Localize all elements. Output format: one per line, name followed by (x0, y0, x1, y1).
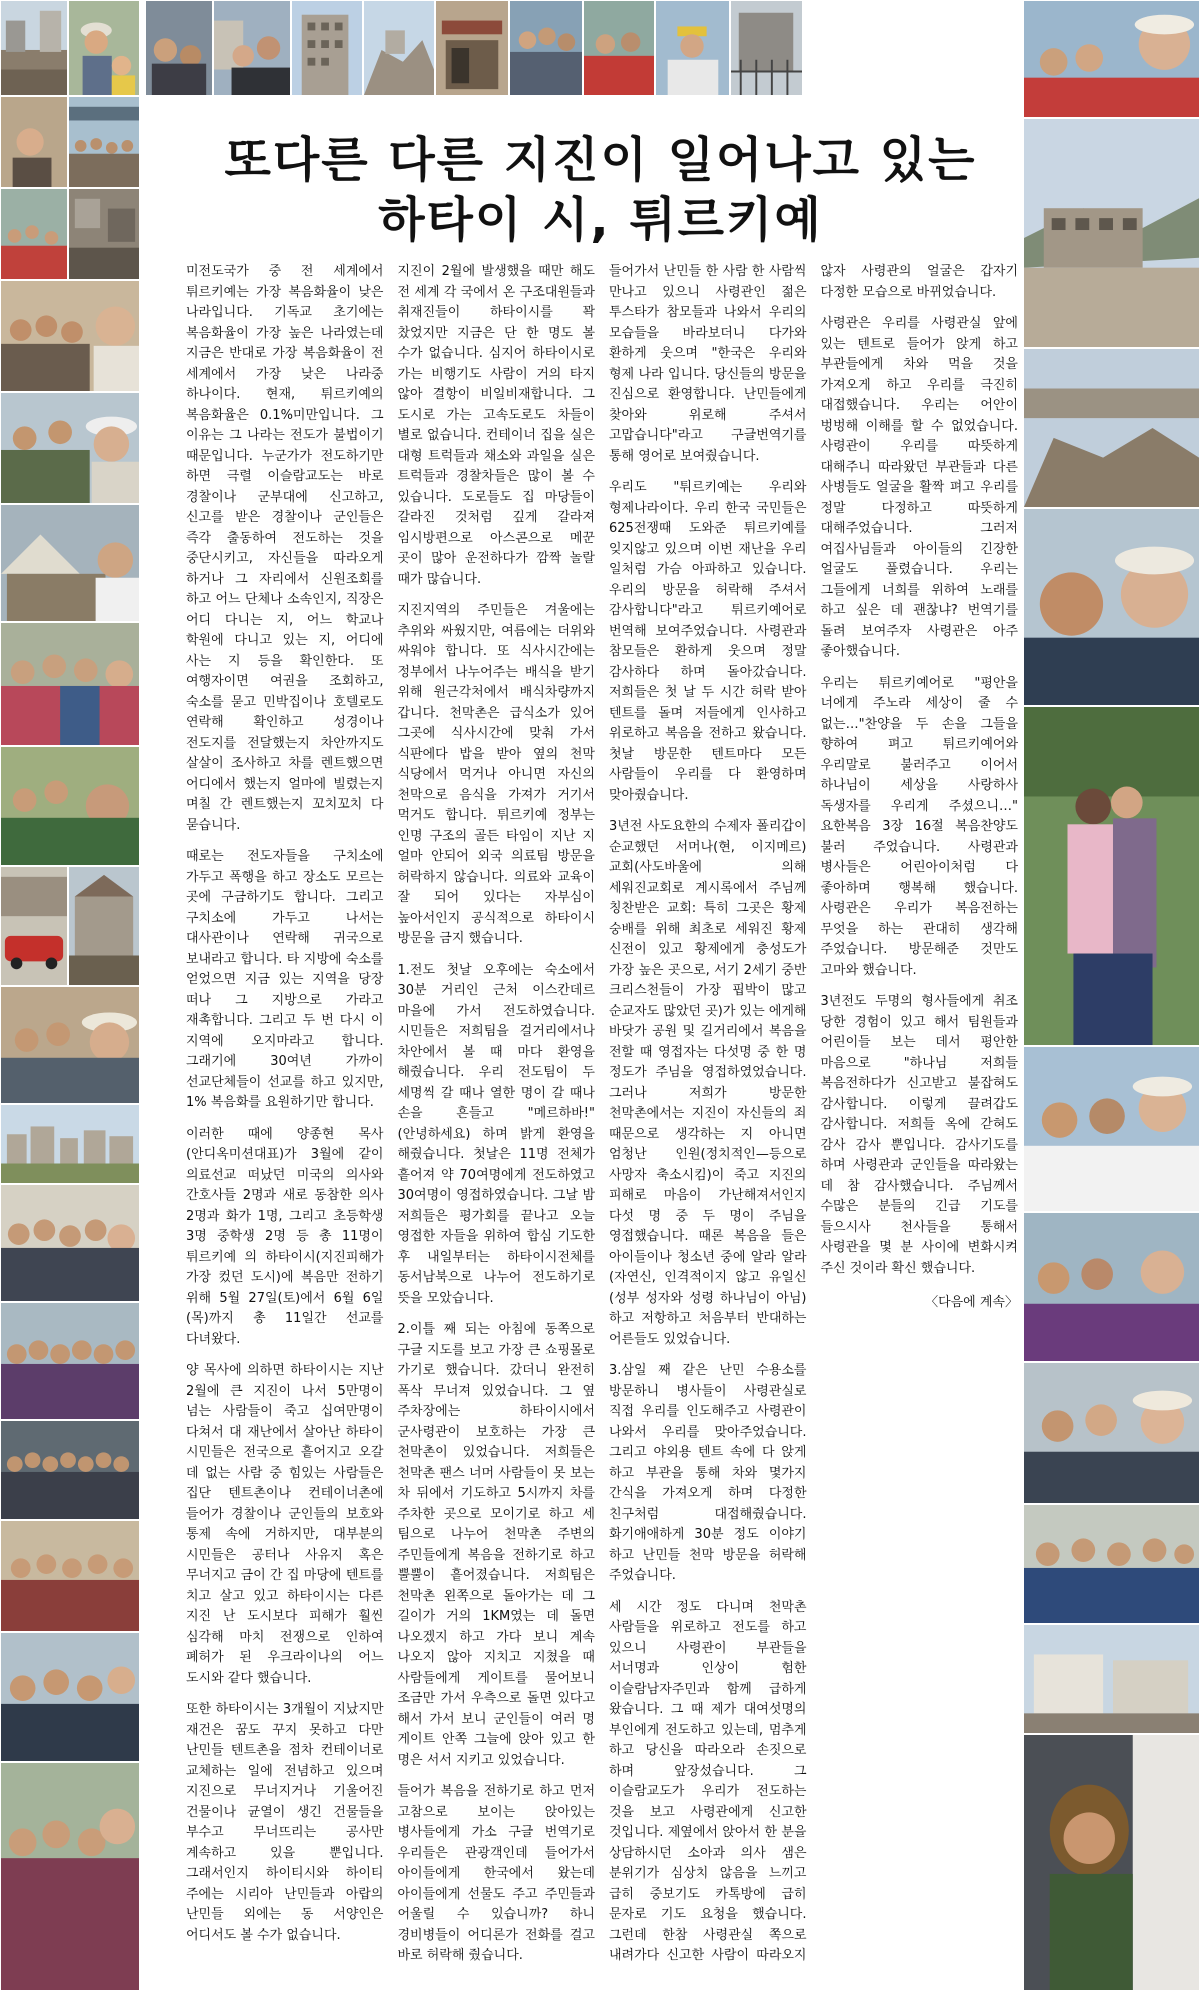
photo-ruins-aerial (68, 188, 140, 280)
photo-old-man-selfie (0, 746, 140, 866)
article-paragraph: 2.이틀 째 되는 아침에 동쪽으로 구글 지도를 보고 가장 큰 쇼핑몰로 가기로 했습니다. 갔더니 완전히 폭삭 무너져 있었습니다. 그 옆 주차장에는 하타이시에서 군사령관이 보호하는 가장 큰 천막촌이 있었습니다. 저희들은 천막촌 팬스 너머 사람들이 못 보는 차 뒤에서 기도하고 5시까지 차를 주차한 곳으로 모이기로 하고 세 팀으로 나누어 천막촌 주변의 주민들에게 복음을 전하기로 하고 뿔뿔이 흩어졌습니다. 저희팀은 천막촌 왼쪽으로 돌아가는 데 그 길이가 거의 1KM였는 데 돌면 나오겠지 하고 가다 보니 계속 나오지 않아 지치고 지쳤을 때 사람들에게 게이트를 물어보니 조금만 가서 우측으로 돌면 있다고 해서 가서 보니 군인들이 여러 명 게이트 안쪽 그늘에 앉아 있고 한 명은 서서 지키고 있었습니다. (397, 1322, 595, 1768)
article-title-line2: 하타이 시, 튀르키예 (378, 192, 823, 248)
photo-red-car (0, 866, 68, 986)
photo-indoor-group (0, 1520, 140, 1632)
article-paragraph: 지진이 2월에 발생했을 때만 해도 전 세계 각 국에서 온 구조대원들과 취재진들이 하타이시를 꽉 찼었지만 지금은 단 한 명도 볼 수가 없습니다. 심지어 하타이시로 가는 비행기도 사람이 거의 타지 않아 결항이 비일비재합니다. 그 도시로 가는 고속도로도 차들이 별로 없습니다. 컨테이너 집을 실은 대형 트럭들과 채소와 과일을 실은 트럭들과 경찰차들은 많이 볼 수 있습니다. 도로들도 집 마당들이 갈라진 것처럼 깊게 갈라져 임시방편으로 아스콘으로 메꾼 곳이 많아 운전하다가 깜짝 놀랄 때가 많습니다. (397, 264, 595, 587)
article-paragraph: 미전도국가 중 전 세계에서 튀르키예는 가장 복음화율이 낮은 나라입니다. 기독교 초기에는 복음화율이 가장 높은 나라였는데 지금은 반대로 가장 복음화율이 전 세계에서 가장 낮은 나라중 하나이다. 현재, 튀르키예의 복음화율은 0.1%미만입니다. 그 이유는 그 나라는 전도가 불법이기 때문입니다. 누군가가 전도하기만 하면 극렬 이슬람교도는 바로 경찰이나 군부대에 신고하고, 신고를 받은 경찰이나 군인들은 즉각 출동하여 전도하는 것을 중단시키고, 자신들을 따라오게 하거나 그 자리에서 신원조회를 하고 어느 단체나 소속인지, 직장은 어디 다니는 지, 어느 학교나 학원에 다니고 있는 지, 어디에 사는 지 등을 확인한다. 또 여행자이면 여권을 조회하고, 숙소를 묻고 민박집이나 호텔로도 연락해 확인하고 성경이나 전도지를 전달했는지 차안까지도 살살이 조사하고 차를 렌트했으면 어디에서 했는지 얼마에 빌렸는지 며칠 간 렌트했는지 꼬치꼬치 다 묻습니다. (186, 264, 384, 833)
article-paragraph: 3.삼일 째 같은 난민 수용소를 방문하니 병사들이 사령관실로 직접 우리를 인도해주고 사령관이 나와서 우리를 맞아주었습니다. 그리고 야외용 텐트 속에 다 앉게 하고 부관을 통해 차와 몇가지 간식을 가져오게 하며 다정한 친구처럼 대접해줬습니다. 화기애애하게 30분 정도 이야기 하고 난민들 천막 방문을 허락해 주었습니다. (609, 1363, 807, 1583)
photo-rubble-street (0, 0, 68, 96)
photo-market-street (0, 96, 68, 188)
photo-kids-posing (1023, 1504, 1200, 1624)
photo-family-group (0, 1184, 140, 1302)
photo-selfie-three (1023, 1046, 1200, 1212)
photo-crowd-street (68, 96, 140, 188)
photo-container-camp (1023, 1624, 1200, 1734)
article-paragraph: 1.전도 첫날 오후에는 숙소에서 30분 거리인 근처 이스칸데르 마을에 가서 전도하였습니다. 시민들은 저희팀을 걸거리에서나 차안에서 볼 때 마다 환영을 해줬습니다. 우리 전도팀이 두 세명씩 갈 때나 열한 명이 갈 때나 손을 흔들고 "메르하바!"(안녕하세요) 하며 밝게 환영을 해줬습니다. 첫날은 11명 전체가 흩어져 약 70여명에게 전도하였고 30여명이 영접하였습니다. 그날 밤 저희들은 평가회를 끝나고 오늘 영접한 자들을 위하여 합심 기도한 후 내일부터는 하타이시전체를 동서남북으로 나누어 전도하기로 뜻을 모았습니다. (397, 962, 595, 1306)
photo-team-crowd (0, 1302, 140, 1420)
photo-group-selfie-1 (145, 0, 213, 96)
photo-hugging-women (1023, 706, 1200, 1046)
photo-kids-group (0, 188, 68, 280)
photo-woman-with-child (68, 0, 140, 96)
photo-damaged-house (68, 866, 140, 986)
article-title (183, 130, 1018, 250)
article-paragraph: 들어가서 난민들 한 사람 한 사람씩 만나고 있으니 사령관인 젊은 투스타가 참모들과 나와서 우리의 모습들을 바라보더니 다가와 환하게 웃으며 "한국은 우리와 형제 나라 입니다. 당신들의 방문을 진심으로 환영합니다. 난민들에게 찾아와 위로해 주셔서 고맙습니다"라고 구글번역기를 통해 영어로 보여줬습니다. (609, 264, 807, 464)
photo-young-men (213, 0, 291, 96)
photo-men-selfie (0, 1632, 140, 1762)
photo-ruins-field (1023, 348, 1200, 508)
photo-team-2 (583, 0, 655, 96)
photo-night-crowd (0, 1420, 140, 1520)
photo-team-1 (509, 0, 583, 96)
article-paragraph: 양 목사에 의하면 하타이시는 지난 2월에 큰 지진이 나서 5만명이 넘는 사람들이 죽고 십여만명이 다쳐서 대 재난에서 살아난 하타이 시민들은 전국으로 흩어지고 오갈 데 없는 사람 중 힘있는 사람들은 집단 텐트촌이나 컨테이너촌에 들어가 경찰이나 군인들의 보호와 통제 속에 거하지만, 대부분의 시민들은 공터나 사유지 혹은 무너지고 금이 간 집 마당에 텐트를 치고 살고 있고 하타이시는 다른 지진 난 도시보다 피해가 훨씬 심각해 마치 전쟁으로 인하여 폐허가 된 우크라이나의 어느 도시와 같다 했습니다. (186, 1363, 384, 1686)
article-paragraph: 이러한 때에 양종현 목사(안디옥미션대표)가 3월에 같이 의료선교 떠났던 미국의 의사와 간호사들 2명과 새로 동참한 의사 2명과 화가 1명, 그리고 초등학생 3명 중학생 2명 등 총 11명이 튀르키예 의 하타이시(지진피해가 가장 컸던 도시)에 복음만 전하기 위해 5월 27일(토)에서 6월 6일(목)까지 총 11일간 선교를 다녀왔다. (186, 1126, 384, 1347)
photo-damaged-building-1 (291, 0, 363, 96)
article-paragraph: 들어가 복음을 전하기로 하고 먼저 고참으로 보이는 앉아있는 병사들에게 가소 구글 번역기로 우리들은 관광객인데 들어가서 아이들에게 한국에서 왔는데 아이들에게 선물도 주고 주민들과 어울릴 수 있습니까? 하니 경비병들이 어디론가 전화를 걸고 바로 허락해 줬습니다. (397, 1784, 595, 1963)
photo-rubble-pile (363, 0, 435, 96)
article-paragraph: 지진지역의 주민들은 겨울에는 추위와 싸웠지만, 여름에는 더위와 싸워야 합니다. 또 식사시간에는 정부에서 나누어주는 배식을 받기 위해 원근각처에서 배식차량까지 갑니다. 천막촌은 급식소가 있어 그곳에 식사시간에 맞춰 가서 식판에다 밥을 받아 옆의 천막 식당에서 먹거나 아니면 자신의 천막으로 음식을 가져가 거기서 먹거도 합니다. 튀르키예 정부는 인명 구조의 골든 타임이 지난 지 얼마 안되어 외국 의료팀 방문을 허락하지 않습니다. 의료와 교육이 잘 되어 있다는 자부심이 높아서인지 공식적으로 하타이시 방문을 금지 했습니다. (397, 603, 595, 946)
article-paragraph: 사령관은 우리를 사령관실 앞에 있는 텐트로 들어가 앉게 하고 부관들에게 차와 먹을 것을 가져오게 하고 우리를 극진히 대접했습니다. 우리는 어안이 벙벙해 이해를 할 수 없었습니다. 사령관이 우리를 따뜻하게 대해주니 따라왔던 부관들과 다른 사병들도 얼굴을 활짝 펴고 우리를 정말 다정하고 따뜻하게 대해주었습니다. 그러저 여집사님들과 아이들의 긴장한 얼굴도 풀렸습니다. 우리는 그들에게 너희를 위하여 노래를 하고 싶은 데 괜찮냐? 번역기를 돌려 보여주자 사령관은 아주 좋아했습니다. (820, 316, 1018, 659)
photo-collapsed-building (1023, 118, 1200, 348)
article-paragraph: 우리도 "튀르키예는 우리와 형제나라이다. 우리 한국 국민들은 625전쟁때 도와준 튀르키예를 잊지않고 있으며 이번 재난을 우리 일처럼 가슴 아파하고 있습니다. 우리의 방문을 허락해 주셔서 감사합니다"라고 튀르키예어로 번역해 보여주었습니다. 사령관과 참모들은 환하게 웃으며 정말 감사하다 하며 돌아갔습니다. 저희들은 첫 날 두 시간 허락 받아 텐트를 돌며 저들에게 인사하고 위로하고 복음을 전하고 왔습니다. 첫날 방문한 텐트마다 모든 사람들이 우리를 다 환영하며 맞아줬습니다. (609, 480, 807, 803)
photo-town-view (0, 1104, 140, 1184)
photo-fence-building (730, 0, 803, 96)
article-paragraph: 우리는 튀르키예어로 "평안을 너에게 주노라 세상이 줄 수 없는…"찬양을 두 손을 그들을 향하여 펴고 튀르키예어와 우리말로 불러주고 이어서 하나님이 세상을 사랑하사 독생자를 우리게 주셨으니…" 요한복음 3장 16절 복음찬양도 불러 주었습니다. 사령관과 병사들은 어린아이처럼 다 좋아하며 행복해 했습니다.사령관은 우리가 복음전하는 무엇을 하는 관대히 생각해 주었습니다. 방문해준 것만도 고마와 했습니다. (820, 675, 1018, 978)
photo-selfie-hat-man (0, 986, 140, 1104)
photo-selfie-hat-woman (1023, 1362, 1200, 1504)
article-paragraph: 3년전 사도요한의 수제자 폴리갑이 순교했던 서머나(현, 이지메르)교회(사도바울에 의해 세워진교회로 계시록에서 주님께 칭찬받은 교회: 특히 그곳은 황제 숭배를 위해 최초로 세워진 황제 신전이 있고 황제에게 충성도가 가장 높은 곳으로, 서기 2세기 중반 크리스천들이 가장 핍박이 많고 순교자도 많았던 곳)가 있는 에게해 바닷가 공원 및 길거리에서 복음을 전할 때 영접자는 다섯명 중 한 명 정도가 주님을 영접하였었습니다. 그러나 저희가 방문한 천막촌에서는 지진이 자신들의 죄 때문으로 생각하는 지 아니면 엄청난 인원(정치적인—등으로 사망자 축소시킴)이 죽고 지진의 피해로 마음이 가난해져서인지 다섯 명 중 두 명이 주님을 영접했습니다. 때론 복음을 들은 아이들이나 청소년 중에 알라 알라(자연신, 인격적이지 않고 유일신(성부 성자와 성령 하나님이 아님) 하고 저항하고 처음부터 반대하는 어른들도 있었습니다. (609, 819, 807, 1347)
photo-family-selfie-top (1023, 0, 1200, 118)
photo-selfie-tent-1 (0, 280, 140, 392)
article-paragraph: 3년전도 두명의 형사들에게 취조 당한 경험이 있고 해서 팀원들과 어린이들 보는 데서 평안한 마음으로 "하나님 저희들 복음전하다가 신고받고 불잡혀도 감사합니다. 이렇게 끌려갑도 감사합니다. 저희들 옥에 갇혀도 감사 감사 뿐입니다. 감사기도를 하며 사령관과 군인들을 따라왔는 데 참 감사했습니다. 주님께서 수많은 분들의 긴급 기도를 들으시사 천사들을 통해서 사령관을 몇 분 사이에 변화시켜 주신 것이라 확신 했습니다. (820, 994, 1018, 1276)
article-paragraph: 세 시간 정도 다니며 천막촌 사람들을 위로하고 전도를 하고 있으니 사령관이 부관들을 서너명과 인상이 험한 이슬람남자주민과 함께 급하게 왔습니다. 그 때 제가 대여섯명의 부인에게 전도하고 있는데, 멈추게 하고 당신을 따라오라 손짓으로 하며 앞장섰습니다. 그 이슬람교도가 우리가 전도하는 것을 보고 사령관에게 신고한 것입니다. 제옆에서 앉아서 한 분을 상담하시던 소아과 의사 샘은 분위기가 심상치 않음을 느끼고 급히 중보기도 카톡방에 급히 문자로 기도 요청을 했습니다. 그런데 한참 사령관실 쪽으로 내려가다 신고한 사람이 따라오지 않자 사령관의 얼굴은 갑자기 다정한 모습으로 바뀌었습니다. (609, 264, 1018, 1963)
photo-children-smiling (0, 1762, 140, 1991)
article-paragraph: 때로는 전도자들을 구치소에 가두고 폭행을 하고 장소도 모르는 곳에 구금하기도 합니다. 그리고 구치소에 가두고 나서는 대사관이나 연락해 귀국으로 보내라고 합니다. 타 지방에 숙소를 얻었으면 지금 있는 지역을 당장 떠나 그 지방으로 가라고 재촉합니다. 그리고 두 번 다시 이 지역에 오지마라고 합니다. 그래기에 30여년 가까이 선교단체들이 선교를 하고 있지만, 1% 복음화를 요원하기만 합니다. (186, 849, 384, 1110)
article-paragraph: 또한 하타이시는 3개월이 지났지만 재건은 꿈도 꾸지 못하고 다만 난민들 텐트촌을 점차 컨테이너로 교체하는 일에 전념하고 있으며 지진으로 무너지거나 기울어진 건물이나 균열이 생긴 건물들을 부수고 무너뜨리는 공사만 계속하고 있을 뿐입니다. 그래서인지 하이티시와 하이티 주에는 시리아 난민들과 아랍의 난민들 외에는 동 서양인은 어디서도 볼 수가 없습니다. (186, 1702, 384, 1943)
continued-note: 〈다음에 계속〉 (925, 1295, 1018, 1310)
article-body (186, 262, 1018, 1977)
photo-women-group (0, 622, 140, 746)
photo-selfie-soldiers (0, 392, 140, 504)
article-title-line1: 또다른 다른 지진이 일어나고 있는 (224, 132, 977, 188)
photo-elderly-woman (1023, 1734, 1200, 1991)
photo-storefront (435, 0, 509, 96)
photo-tent-camp (0, 504, 140, 622)
photo-man-in-cap (655, 0, 730, 96)
photo-two-men-selfie (1023, 508, 1200, 706)
photo-smiling-men (1023, 1212, 1200, 1362)
